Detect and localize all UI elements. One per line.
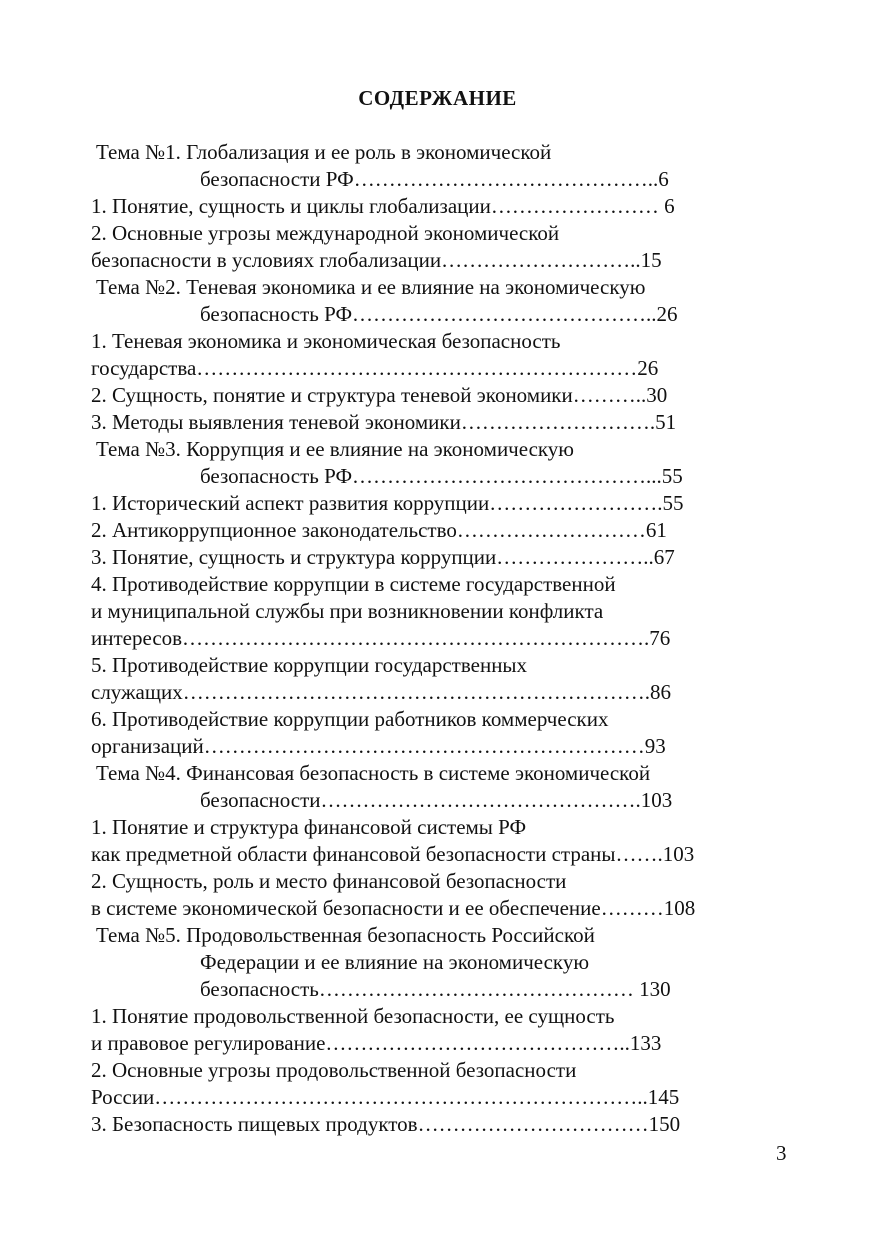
toc-line: 5. Противодействие коррупции государственных (91, 653, 528, 677)
toc-line: 2. Сущность, понятие и структура теневой экономики………..30 (91, 383, 668, 407)
toc-line: 1. Понятие продовольственной безопасности, ее сущность (91, 1004, 615, 1028)
toc-line: Федерации и ее влияние на экономическую (200, 950, 590, 974)
toc-line: 1. Исторический аспект развития коррупции…………………….55 (91, 491, 684, 515)
toc-line: Тема №4. Финансовая безопасность в системе экономической (96, 761, 651, 785)
toc-line: безопасности РФ……………………………………..6 (200, 167, 669, 191)
toc-line: интересов………………………………………………………….76 (91, 626, 671, 650)
toc-line: Тема №5. Продовольственная безопасность Российской (96, 923, 595, 947)
toc-line: 1. Теневая экономика и экономическая безопасность (91, 329, 561, 353)
toc-line: Тема №3. Коррупция и ее влияние на экономическую (96, 437, 574, 461)
table-of-contents (91, 139, 771, 1138)
toc-line: безопасность РФ……………………………………..26 (200, 302, 678, 326)
toc-line: Тема №1. Глобализация и ее роль в экономической (96, 140, 552, 164)
toc-line: и правовое регулирование……………………………………..133 (91, 1031, 662, 1055)
toc-line: как предметной области финансовой безопасности страны…….103 (91, 842, 695, 866)
toc-line: 4. Противодействие коррупции в системе государственной (91, 572, 616, 596)
toc-line: 2. Антикоррупционное законодательство………………………61 (91, 518, 667, 542)
toc-line: безопасность……………………………………… 130 (200, 977, 671, 1001)
toc-line: 1. Понятие, сущность и циклы глобализации…………………… 6 (91, 194, 675, 218)
toc-line: организаций………………………………………………………93 (91, 734, 666, 758)
toc-line: служащих………………………………………………………….86 (91, 680, 672, 704)
toc-line: 3. Безопасность пищевых продуктов……………………………150 (91, 1112, 681, 1136)
page-number: 3 (776, 1141, 787, 1165)
toc-line: 1. Понятие и структура финансовой системы РФ (91, 815, 527, 839)
toc-line: 3. Понятие, сущность и структура коррупции…………………..67 (91, 545, 675, 569)
toc-line: государства………………………………………………………26 (91, 356, 659, 380)
toc-line: безопасности в условиях глобализации………………………..15 (91, 248, 662, 272)
toc-line: 3. Методы выявления теневой экономики……………………….51 (91, 410, 677, 434)
toc-line: безопасности……………………………………….103 (200, 788, 673, 812)
toc-line: Тема №2. Теневая экономика и ее влияние на экономическую (96, 275, 646, 299)
toc-line: в системе экономической безопасности и ее обеспечение………108 (91, 896, 696, 920)
toc-line: 2. Основные угрозы международной экономической (91, 221, 560, 245)
toc-line: России……………………………………………………………..145 (91, 1085, 680, 1109)
toc-line: 6. Противодействие коррупции работников коммерческих (91, 707, 609, 731)
toc-line: безопасность РФ……………………………………...55 (200, 464, 683, 488)
toc-line: 2. Сущность, роль и место финансовой безопасности (91, 869, 567, 893)
toc-line: и муниципальной службы при возникновении конфликта (91, 599, 604, 623)
toc-line: 2. Основные угрозы продовольственной безопасности (91, 1058, 577, 1082)
page-title: СОДЕРЖАНИЕ (358, 86, 517, 110)
